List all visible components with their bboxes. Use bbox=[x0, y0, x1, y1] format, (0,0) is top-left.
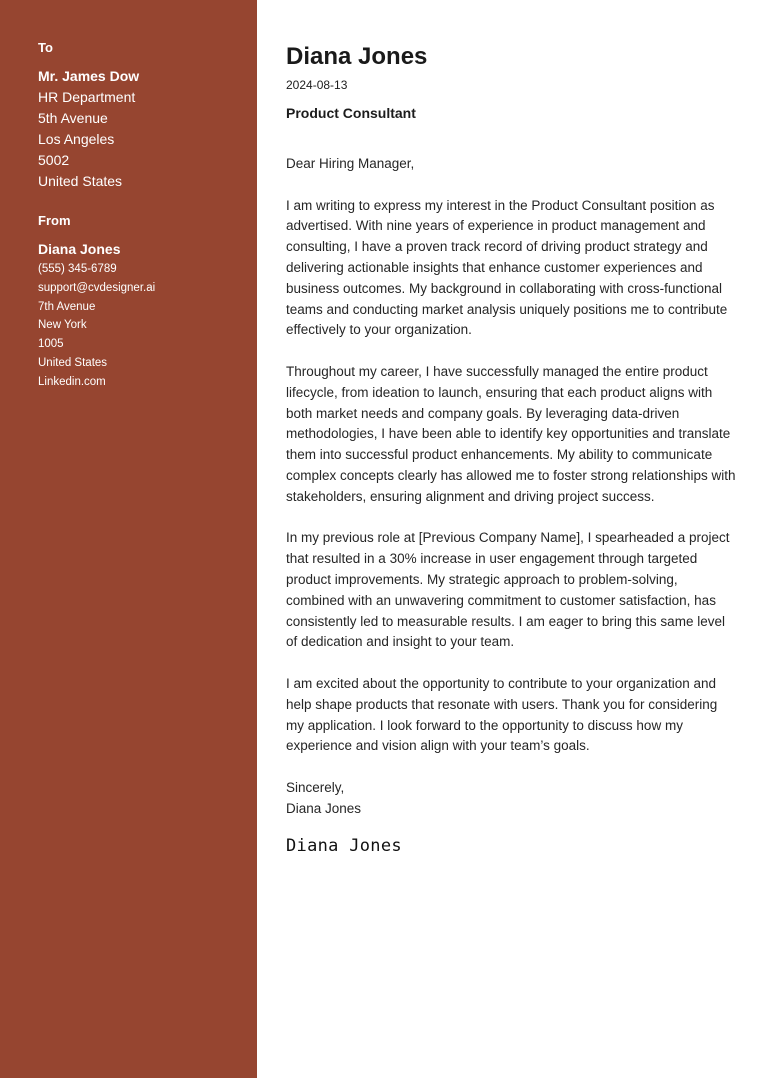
sender-postal-code: 1005 bbox=[38, 338, 64, 351]
sender-contact bbox=[38, 240, 155, 392]
body-paragraph: In my previous role at [Previous Company Name], I spearheaded a project that resulted in a 30% increase in user engagement through targeted product improvements. My strategic approach to problem-solving, combined with an unwavering commitment to customer satisfaction, has consistently led to measurable results. I am eager to bring this same level of dedication and insight to your team. bbox=[286, 530, 730, 650]
sender-phone[interactable]: (555) 345-6789 bbox=[38, 263, 117, 275]
sender-city: New York bbox=[38, 319, 87, 332]
signature: Diana Jones bbox=[286, 835, 402, 856]
closing-phrase: Sincerely, bbox=[286, 779, 345, 795]
from-label: From bbox=[38, 213, 71, 228]
letter-main bbox=[286, 40, 736, 858]
recipient-name: Mr. James Dow bbox=[38, 68, 140, 84]
recipient-country: United States bbox=[38, 173, 123, 189]
position-title: Product Consultant bbox=[286, 105, 416, 121]
recipient-address bbox=[38, 66, 139, 192]
recipient-postal-code: 5002 bbox=[38, 152, 70, 168]
sender-country: United States bbox=[38, 356, 108, 369]
salutation: Dear Hiring Manager, bbox=[286, 156, 415, 171]
body-paragraph: I am writing to express my interest in the Product Consultant position as advertised. With nine years of experience in product management and consulting, I have a proven track record of driving product strategy and delivering actionable insights that enhance customer experiences and business outcomes. My background in collaborating with cross-functional teams and conducting market analysis uniquely positions me to contribute effectively to your organization. bbox=[286, 197, 728, 338]
closing-name: Diana Jones bbox=[286, 800, 362, 816]
letter-date: 2024-08-13 bbox=[286, 78, 348, 92]
to-label: To bbox=[38, 40, 53, 55]
author-name: Diana Jones bbox=[286, 43, 428, 70]
recipient-street: 5th Avenue bbox=[38, 110, 108, 126]
sender-name: Diana Jones bbox=[38, 241, 121, 257]
body-paragraph: Throughout my career, I have successfully managed the entire product lifecycle, from ideation to launch, ensuring that each product aligns with both market needs and company goals. By leveraging data-driven methodologies, I have been able to identify key opportunities and translate them into successful product enhancements. My ability to communicate complex concepts clearly has allowed me to foster strong relationships with stakeholders, ensuring alignment and driving project success. bbox=[286, 363, 736, 504]
recipient-department: HR Department bbox=[38, 89, 136, 105]
recipient-city: Los Angeles bbox=[38, 131, 115, 147]
letter-body bbox=[286, 154, 736, 858]
sender-email[interactable]: support@cvdesigner.ai bbox=[38, 281, 156, 294]
sidebar bbox=[0, 0, 257, 1078]
sender-linkedin-link[interactable]: Linkedin.com bbox=[38, 375, 106, 388]
closing-block bbox=[286, 778, 736, 820]
body-paragraph: I am excited about the opportunity to contribute to your organization and help shape products that resonate with users. Thank you for considering my application. I look forward to the opportunity to discuss how my experience and vision align with your team’s goals. bbox=[286, 675, 718, 754]
sender-street: 7th Avenue bbox=[38, 300, 96, 313]
